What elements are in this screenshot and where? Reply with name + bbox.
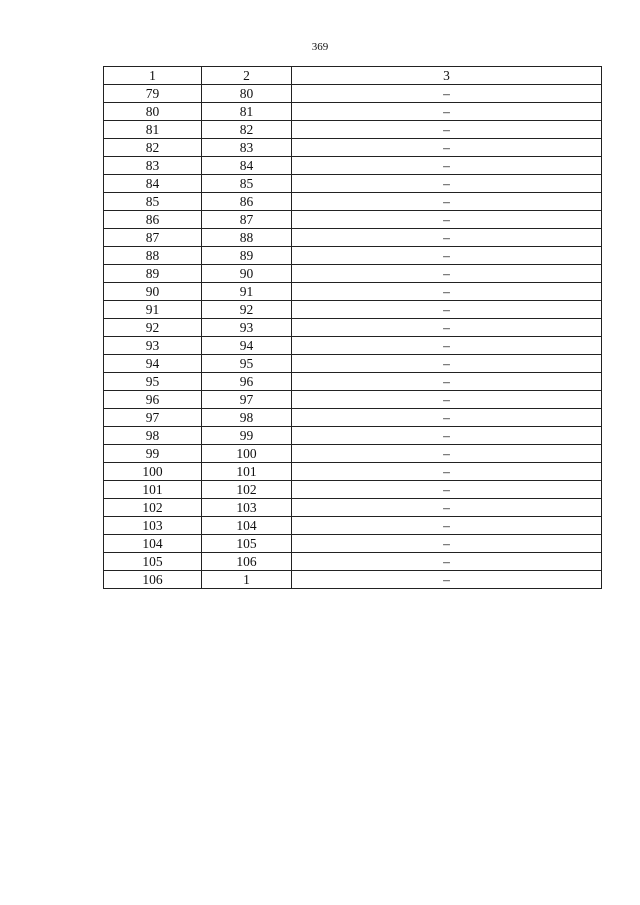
table-cell-col-1: 92 — [104, 319, 202, 337]
table-cell-col-2: 94 — [202, 337, 292, 355]
table-row — [104, 409, 602, 427]
table-row — [104, 229, 602, 247]
table-cell-col-3: – — [292, 103, 602, 121]
table-cell-col-1: 94 — [104, 355, 202, 373]
table-cell-col-2: 104 — [202, 517, 292, 535]
table-cell-col-2: 99 — [202, 427, 292, 445]
table-row — [104, 463, 602, 481]
table-row — [104, 247, 602, 265]
table-cell-col-2: 102 — [202, 481, 292, 499]
table-cell-col-3: – — [292, 319, 602, 337]
table-row — [104, 193, 602, 211]
table-cell-col-3: – — [292, 301, 602, 319]
table-cell-col-2: 91 — [202, 283, 292, 301]
table-cell-col-3: – — [292, 337, 602, 355]
table-cell-col-3: – — [292, 391, 602, 409]
table-cell-col-2: 101 — [202, 463, 292, 481]
table-row — [104, 571, 602, 589]
table-cell-col-3: – — [292, 553, 602, 571]
table-row — [104, 355, 602, 373]
table-row — [104, 265, 602, 283]
table-cell-col-2: 98 — [202, 409, 292, 427]
table-cell-col-3: – — [292, 517, 602, 535]
table-cell-col-1: 101 — [104, 481, 202, 499]
table-row — [104, 499, 602, 517]
table-row — [104, 175, 602, 193]
table-cell-col-3: – — [292, 139, 602, 157]
table-row — [104, 301, 602, 319]
table-cell-col-3: – — [292, 499, 602, 517]
table-cell-col-2: 85 — [202, 175, 292, 193]
table-cell-col-1: 81 — [104, 121, 202, 139]
data-table — [103, 66, 602, 589]
column-header-1: 1 — [104, 67, 202, 85]
table-cell-col-3: – — [292, 355, 602, 373]
table-cell-col-2: 103 — [202, 499, 292, 517]
table-cell-col-3: – — [292, 283, 602, 301]
column-header-2: 2 — [202, 67, 292, 85]
table-cell-col-2: 90 — [202, 265, 292, 283]
table-cell-col-3: – — [292, 445, 602, 463]
table-header-row — [104, 67, 602, 85]
table-cell-col-2: 97 — [202, 391, 292, 409]
table-cell-col-1: 82 — [104, 139, 202, 157]
table-cell-col-2: 92 — [202, 301, 292, 319]
page-number: 369 — [311, 41, 329, 53]
table-cell-col-2: 81 — [202, 103, 292, 121]
table-cell-col-1: 83 — [104, 157, 202, 175]
table-cell-col-3: – — [292, 265, 602, 283]
table-cell-col-2: 88 — [202, 229, 292, 247]
table-cell-col-2: 87 — [202, 211, 292, 229]
table-cell-col-3: – — [292, 481, 602, 499]
table-cell-col-3: – — [292, 373, 602, 391]
table-cell-col-3: – — [292, 463, 602, 481]
table-cell-col-2: 95 — [202, 355, 292, 373]
table-cell-col-2: 96 — [202, 373, 292, 391]
table-row — [104, 319, 602, 337]
table-cell-col-3: – — [292, 157, 602, 175]
table-row — [104, 283, 602, 301]
table-cell-col-1: 96 — [104, 391, 202, 409]
table-row — [104, 211, 602, 229]
table-row — [104, 391, 602, 409]
table-cell-col-3: – — [292, 175, 602, 193]
table-cell-col-1: 102 — [104, 499, 202, 517]
table-cell-col-2: 1 — [202, 571, 292, 589]
table-row — [104, 481, 602, 499]
table-cell-col-1: 84 — [104, 175, 202, 193]
table-cell-col-1: 91 — [104, 301, 202, 319]
table-row — [104, 157, 602, 175]
table-cell-col-1: 97 — [104, 409, 202, 427]
table-cell-col-3: – — [292, 121, 602, 139]
table-cell-col-1: 98 — [104, 427, 202, 445]
table-cell-col-3: – — [292, 409, 602, 427]
table-cell-col-1: 85 — [104, 193, 202, 211]
table-cell-col-2: 83 — [202, 139, 292, 157]
table-cell-col-1: 80 — [104, 103, 202, 121]
table-cell-col-3: – — [292, 427, 602, 445]
table-cell-col-1: 105 — [104, 553, 202, 571]
table-cell-col-3: – — [292, 571, 602, 589]
table-cell-col-2: 106 — [202, 553, 292, 571]
table-cell-col-3: – — [292, 535, 602, 553]
table-row — [104, 427, 602, 445]
table-cell-col-1: 86 — [104, 211, 202, 229]
table-cell-col-1: 88 — [104, 247, 202, 265]
table-cell-col-1: 87 — [104, 229, 202, 247]
table-cell-col-3: – — [292, 193, 602, 211]
column-header-3: 3 — [292, 67, 602, 85]
table-row — [104, 445, 602, 463]
table-row — [104, 337, 602, 355]
table-cell-col-2: 80 — [202, 85, 292, 103]
table-row — [104, 517, 602, 535]
table-row — [104, 85, 602, 103]
table-body — [104, 85, 602, 589]
table-cell-col-3: – — [292, 85, 602, 103]
table-cell-col-1: 99 — [104, 445, 202, 463]
table-cell-col-1: 89 — [104, 265, 202, 283]
table-cell-col-1: 104 — [104, 535, 202, 553]
table-cell-col-3: – — [292, 229, 602, 247]
table-cell-col-1: 93 — [104, 337, 202, 355]
table-cell-col-2: 100 — [202, 445, 292, 463]
table-cell-col-3: – — [292, 247, 602, 265]
table-row — [104, 121, 602, 139]
table-cell-col-2: 86 — [202, 193, 292, 211]
table-cell-col-1: 90 — [104, 283, 202, 301]
table-cell-col-2: 105 — [202, 535, 292, 553]
table-row — [104, 535, 602, 553]
table-cell-col-2: 84 — [202, 157, 292, 175]
table-row — [104, 103, 602, 121]
table-cell-col-1: 106 — [104, 571, 202, 589]
table-cell-col-2: 89 — [202, 247, 292, 265]
table-row — [104, 373, 602, 391]
table-cell-col-1: 100 — [104, 463, 202, 481]
table-cell-col-3: – — [292, 211, 602, 229]
table-cell-col-2: 82 — [202, 121, 292, 139]
table-cell-col-2: 93 — [202, 319, 292, 337]
table-cell-col-1: 79 — [104, 85, 202, 103]
table-row — [104, 553, 602, 571]
table-row — [104, 139, 602, 157]
table-cell-col-1: 95 — [104, 373, 202, 391]
table-cell-col-1: 103 — [104, 517, 202, 535]
